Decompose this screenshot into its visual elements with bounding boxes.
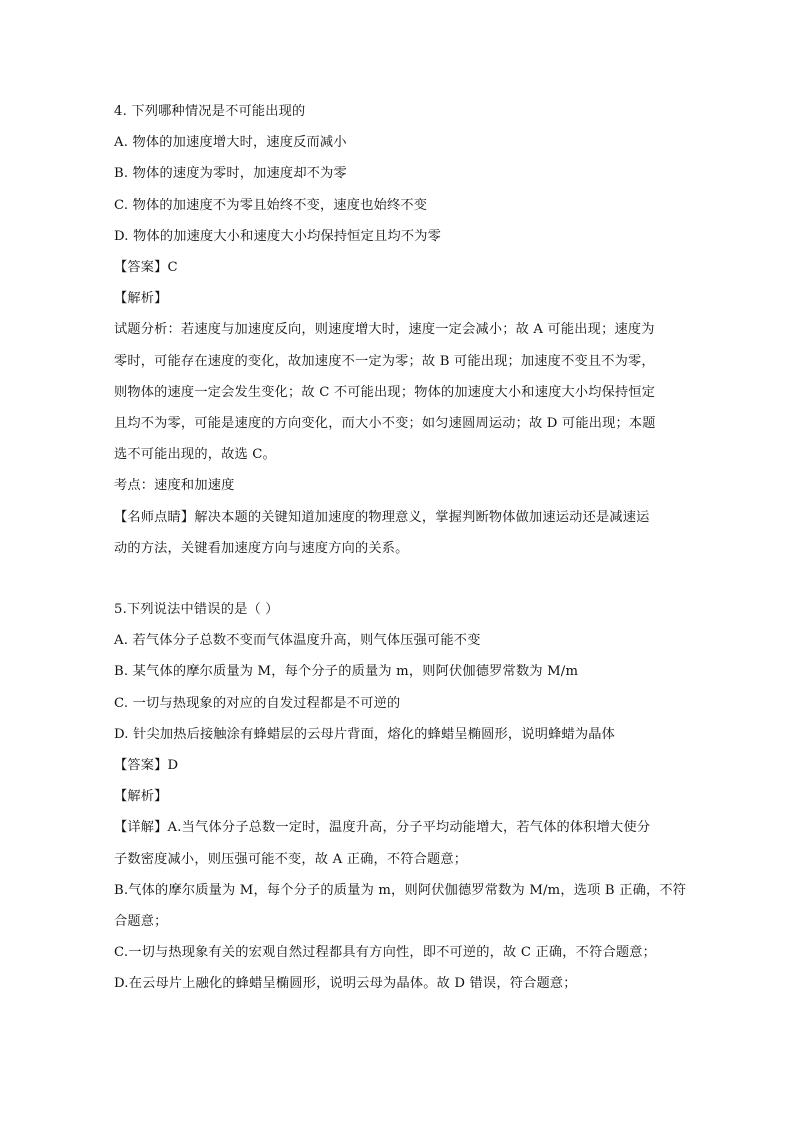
question-4-analysis-line: 试题分析：若速度与加速度反向，则速度增大时，速度一定会减小；故 A 可能出现；速度为	[114, 322, 655, 338]
question-5-detail-line: 【详解】A.当气体分子总数一定时，温度升高，分子平均动能增大，若气体的体积增大使分	[114, 820, 651, 836]
question-4-option-d: D. 物体的加速度大小和速度大小均保持恒定且均不为零	[114, 228, 441, 244]
question-4-analysis-line: 则物体的速度一定会发生变化；故 C 不可能出现；物体的加速度大小和速度大小均保持恒定	[114, 384, 656, 400]
question-4-option-a: A. 物体的加速度增大时，速度反而减小	[114, 135, 347, 151]
question-5-analysis-label: 【解析】	[114, 789, 168, 805]
question-4-analysis-line: 选不可能出现的，故选 C。	[114, 447, 276, 463]
question-5-option-d: D. 针尖加热后接触涂有蜂蜡层的云母片背面，熔化的蜂蜡呈椭圆形，说明蜂蜡为晶体	[114, 726, 616, 742]
question-5-option-c: C. 一切与热现象的对应的自发过程都是不可逆的	[114, 695, 401, 711]
question-4-stem: 4. 下列哪种情况是不可能出现的	[114, 104, 306, 119]
document-page	[114, 96, 687, 1000]
question-5-detail-line: B.气体的摩尔质量为 M，每个分子的质量为 m，则阿伏伽德罗常数为 M/m，选项 B 正确，不符	[114, 882, 687, 898]
question-5-detail-line: C.一切与热现象有关的宏观自然过程都具有方向性，即不可逆的，故 C 正确，不符合题意；	[114, 945, 657, 961]
question-5-detail-line: 合题意；	[114, 914, 168, 930]
question-5-answer: 【答案】D	[114, 758, 179, 774]
question-5-stem: 5.下列说法中错误的是（ ）	[114, 602, 279, 618]
question-4-tip-line: 【名师点睛】解决本题的关键知道加速度的物理意义，掌握判断物体做加速运动还是减速运	[114, 509, 650, 525]
question-4-analysis-line: 且均不为零，可能是速度的方向变化，而大小不变；如匀速圆周运动；故 D 可能出现；本题	[114, 416, 656, 432]
question-5-option-a: A. 若气体分子总数不变而气体温度升高，则气体压强可能不变	[114, 633, 481, 649]
question-4-option-c: C. 物体的加速度不为零且始终不变，速度也始终不变	[114, 197, 428, 213]
question-5-detail-line: D.在云母片上融化的蜂蜡呈椭圆形，说明云母为晶体。故 D 错误，符合题意；	[114, 976, 577, 992]
question-4-kaodian: 考点：速度和加速度	[114, 478, 235, 494]
question-4-option-b: B. 物体的速度为零时，加速度却不为零	[114, 166, 347, 182]
question-gap	[114, 564, 684, 594]
question-4-analysis-label: 【解析】	[114, 291, 168, 307]
question-4-tip-line: 动的方法，关键看加速度方向与速度方向的关系。	[114, 540, 409, 556]
question-4-answer: 【答案】C	[114, 260, 178, 276]
question-5-detail-line: 子数密度减小，则压强可能不变，故 A 正确，不符合题意；	[114, 851, 468, 867]
question-4-analysis-line: 零时，可能存在速度的变化，故加速度不一定为零；故 B 可能出现；加速度不变且不为零，	[114, 353, 655, 369]
question-5-option-b: B. 某气体的摩尔质量为 M，每个分子的质量为 m，则阿伏伽德罗常数为 M/m	[114, 664, 579, 680]
